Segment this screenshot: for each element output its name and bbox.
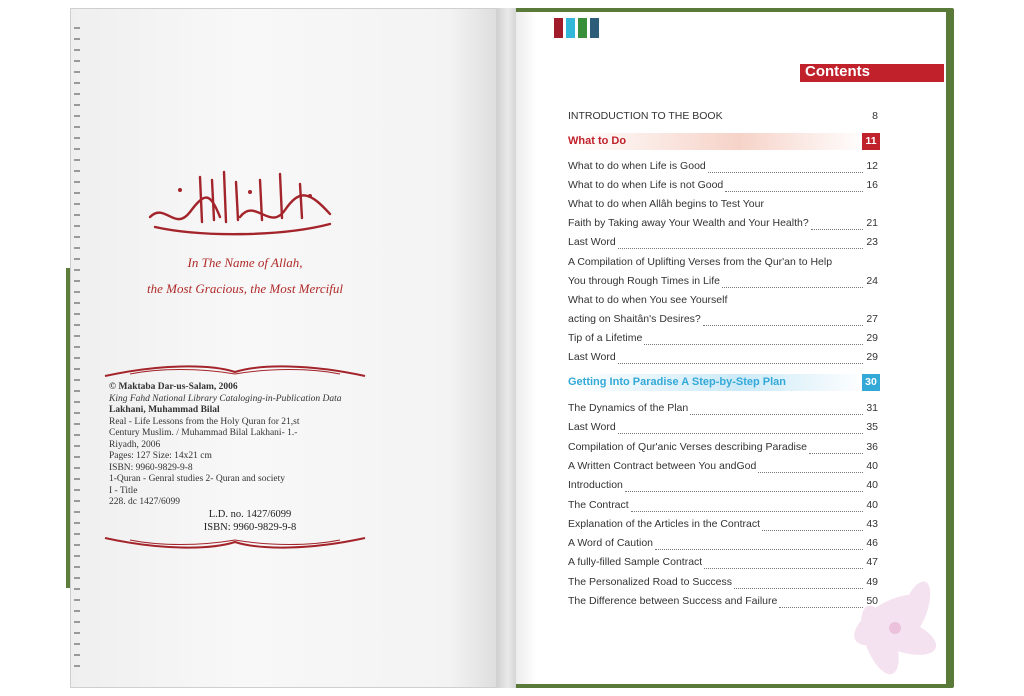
toc-entry-label: The Dynamics of the Plan <box>568 402 689 414</box>
section-title: What to Do <box>568 135 627 147</box>
section-title: Getting Into Paradise A Step-by-Step Plan <box>568 376 786 388</box>
toc-leader-dots <box>618 363 863 364</box>
toc-page-number: 29 <box>866 331 878 344</box>
toc-leader-dots <box>631 511 863 512</box>
contents-heading <box>800 64 944 82</box>
toc-entry-label: Compilation of Qur'anic Verses describing Paradise <box>568 440 807 453</box>
cip-line: 228. dc 1427/6099 <box>109 497 180 507</box>
toc-entry-label: Last Word <box>568 421 616 434</box>
toc-entry-label: What to do when Life is Good <box>568 160 706 172</box>
toc-entry-label: Tip of a Lifetime <box>568 331 643 344</box>
toc-entry <box>568 460 878 476</box>
cip-line: © Maktaba Dar-us-Salam, 2006 <box>109 382 238 392</box>
toc-section-heading <box>566 133 880 150</box>
toc-entry-label: You through Rough Times in Life <box>568 274 720 287</box>
legal-deposit <box>130 508 370 534</box>
toc-entry <box>568 351 878 367</box>
isbn-number: ISBN: 9960-9829-9-8 <box>203 522 297 533</box>
toc-leader-dots <box>722 287 863 288</box>
toc-entry <box>568 518 878 534</box>
toc-page-number: 47 <box>866 556 878 569</box>
left-page <box>70 8 502 688</box>
toc-page-number: 50 <box>866 595 878 607</box>
binding-holes <box>74 27 80 667</box>
toc-entry <box>568 217 878 233</box>
color-bar <box>578 18 587 38</box>
flower-watermark <box>820 540 950 680</box>
toc-leader-dots <box>725 191 863 192</box>
toc-page-number: 40 <box>866 479 878 492</box>
section-page-number: 30 <box>862 374 880 391</box>
toc-leader-dots <box>644 344 863 345</box>
toc-entry <box>568 110 878 126</box>
color-bar <box>554 18 563 38</box>
toc-entry <box>568 479 878 495</box>
toc-entry-label: What to do when You see Yourself <box>568 293 728 306</box>
toc-entry-label: The Personalized Road to Success <box>568 575 733 588</box>
toc-entry-label: Explanation of the Articles in the Contract <box>568 517 761 530</box>
toc-section-heading <box>566 374 880 391</box>
toc-entry <box>568 332 878 348</box>
toc-entry <box>568 421 878 437</box>
toc-entry-label: A fully-filled Sample Contract <box>568 556 703 569</box>
cip-line: Riyadh, 2006 <box>109 439 161 450</box>
toc-page-number: 40 <box>866 459 878 472</box>
cip-line: Lakhani, Muhammad Bilal <box>109 405 220 415</box>
caption-line-2: the Most Gracious, the Most Merciful <box>147 281 343 296</box>
toc-leader-dots <box>618 433 863 434</box>
color-bar <box>566 18 575 38</box>
toc-leader-dots <box>708 172 863 173</box>
toc-leader-dots <box>690 414 863 415</box>
toc-entry-label: Last Word <box>568 351 616 363</box>
toc-entry <box>568 256 878 272</box>
toc-entry-label: Faith by Taking away Your Wealth and Your Health? <box>568 217 809 230</box>
toc-entry <box>568 313 878 329</box>
section-page-number: 11 <box>862 133 880 150</box>
cataloging-data <box>109 382 369 509</box>
toc-entry <box>568 198 878 214</box>
color-bars <box>554 18 614 38</box>
toc-page-number: 43 <box>866 517 878 530</box>
cip-line: I - Title <box>109 485 138 496</box>
toc-page-number: 27 <box>866 312 878 325</box>
color-bar <box>590 18 599 38</box>
contents-title: Contents <box>805 63 870 80</box>
toc-entry-label: A Compilation of Uplifting Verses from the Qur'an to Help <box>568 255 833 268</box>
toc-page-number: 16 <box>866 179 878 192</box>
toc-leader-dots <box>811 229 863 230</box>
toc-leader-dots <box>758 472 863 473</box>
toc-entry <box>568 160 878 176</box>
cip-line: King Fahd National Library Cataloging-in-Publication Data <box>109 393 342 404</box>
toc-page-number: 31 <box>866 402 878 414</box>
toc-page-number: 21 <box>866 217 878 230</box>
toc-leader-dots <box>625 491 863 492</box>
toc-entry <box>568 179 878 195</box>
toc-entry-label: acting on Shaitân's Desires? <box>568 312 701 325</box>
cip-line: ISBN: 9960-9829-9-8 <box>109 462 193 473</box>
book-spine <box>496 8 516 688</box>
toc-entry <box>568 402 878 418</box>
toc-leader-dots <box>809 453 863 454</box>
cip-line: 1-Quran - Genral studies 2- Quran and society <box>109 474 285 484</box>
legal-deposit-number: L.D. no. 1427/6099 <box>208 509 292 520</box>
cip-line: Pages: 127 Size: 14x21 cm <box>109 451 212 461</box>
toc-entry-label: The Contract <box>568 498 629 511</box>
toc-entry-label: INTRODUCTION TO THE BOOK <box>568 110 723 122</box>
toc-leader-dots <box>762 530 863 531</box>
toc-page-number: 23 <box>866 236 878 249</box>
cip-line: Century Muslim. / Muhammad Bilal Lakhani- 1.- <box>109 428 298 438</box>
toc-entry <box>568 275 878 291</box>
caption-line-1: In The Name of Allah, <box>187 255 303 270</box>
toc-entry-label: A Word of Caution <box>568 537 654 550</box>
bismillah-calligraphy <box>140 162 340 242</box>
toc-page-number: 49 <box>866 575 878 588</box>
toc-entry-label: Last Word <box>568 236 616 249</box>
ornament-divider-bottom <box>100 532 370 552</box>
toc-entry <box>568 294 878 310</box>
toc-leader-dots <box>703 325 863 326</box>
toc-entry-label: The Difference between Success and Failure <box>568 595 778 607</box>
toc-page-number: 8 <box>872 110 878 122</box>
toc-page-number: 36 <box>866 440 878 453</box>
bismillah-translation <box>110 250 380 302</box>
toc-page-number: 29 <box>866 351 878 363</box>
toc-entry-label: A Written Contract between You andGod <box>568 459 757 472</box>
toc-entry <box>568 499 878 515</box>
toc-page-number: 24 <box>866 274 878 287</box>
toc-entry-label: What to do when Allâh begins to Test Your <box>568 198 764 211</box>
toc-page-number: 35 <box>866 421 878 434</box>
toc-entry <box>568 441 878 457</box>
toc-page-number: 12 <box>866 160 878 172</box>
toc-leader-dots <box>618 248 863 249</box>
ornament-divider-top <box>100 362 370 382</box>
cip-line: Real - Life Lessons from the Holy Quran for 21,st <box>109 416 300 427</box>
toc-entry <box>568 236 878 252</box>
toc-entry-label: Introduction <box>568 479 623 492</box>
toc-entry-label: What to do when Life is not Good <box>568 179 724 192</box>
toc-page-number: 46 <box>866 537 878 550</box>
toc-page-number: 40 <box>866 498 878 511</box>
